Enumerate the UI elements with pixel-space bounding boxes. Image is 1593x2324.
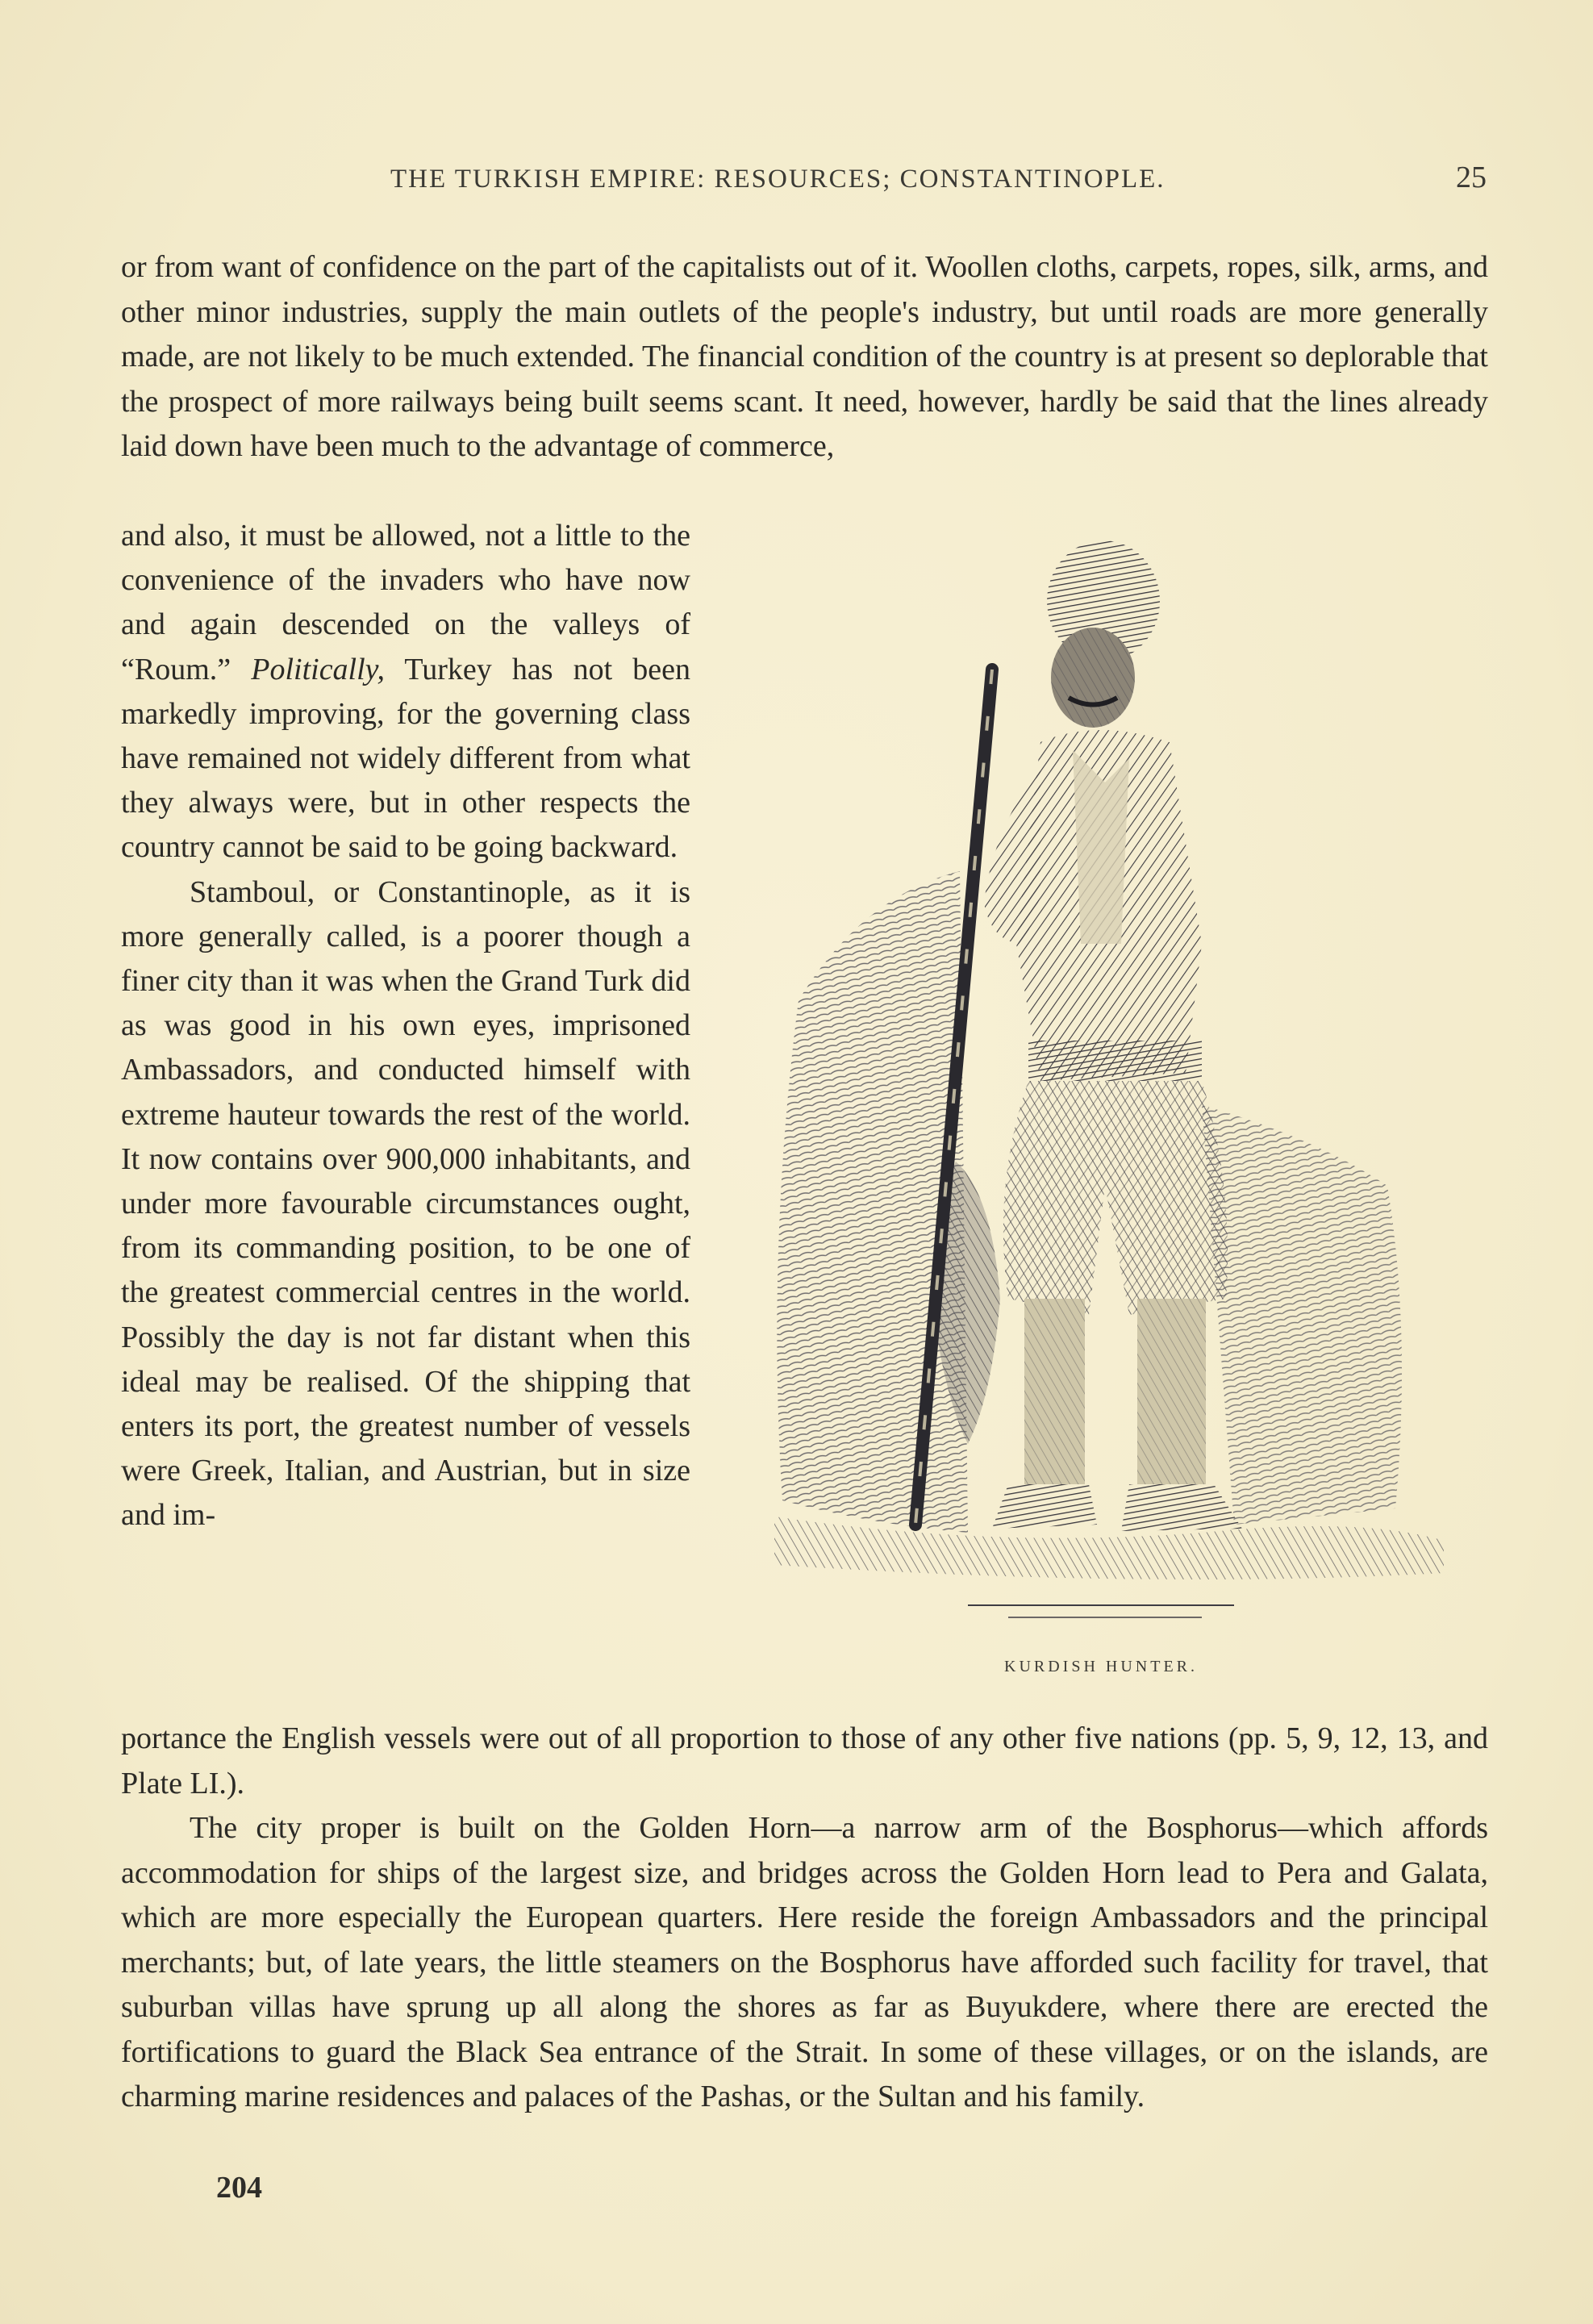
paragraph-bottom: [121, 1717, 1488, 2120]
paragraph-2: Stamboul, or Constantinople, as it is more generally called, is a poorer though a finer city than it was when the Grand Turk did as was good in his own eyes, imprisoned Ambassadors, and conducted himself with extreme hauteur towards the rest of the world. It now contains over 900,000 inhabitants, and under more favourable circumstances ought, from its commanding position, to be one of the greatest commercial centres in the world. Possibly the day is not far distant when this ideal may be realised. Of the shipping that enters its port, the greatest number of vessels were Greek, Italian, and Austrian, but in size and im-: [121, 874, 690, 1533]
left-column-text: [121, 514, 690, 1538]
paragraph-2-end: portance the English vessels were out of all proportion to those of any other five nations (pp. 5, 9, 12, 13, and Plate LI.).: [121, 1721, 1488, 1800]
paragraph-1-continued: [121, 514, 690, 870]
paragraph-1-col-b: Turkey has not been markedly improving, for the governing class have remained not widely different from what they always were, but in other respects the country cannot be said to be going backward.: [121, 652, 691, 865]
running-title: THE TURKISH EMPIRE: RESOURCES; CONSTANTINOPLE.: [390, 165, 1166, 194]
page-number: 25: [1456, 161, 1487, 194]
folio-number: 204: [216, 2171, 262, 2205]
kurdish-hunter-engraving: [750, 524, 1460, 1646]
figure-caption: KURDISH HUNTER.: [1004, 1658, 1198, 1675]
italic-politically: Politically,: [251, 652, 385, 686]
paragraph-1-col-a: and also, it must be allowed, not a little to the convenience of the invaders who have now and again descended on the valleys of “Roum.”: [121, 519, 690, 686]
paragraph-top: [121, 245, 1488, 469]
paragraph-3: The city proper is built on the Golden Horn—a narrow arm of the Bosphorus—which affords accommodation for ships of the largest size, and bridges across the Golden Horn lead to Pera and Galata, which are more especially the European quarters. Here reside the foreign Ambassadors and the principal merchants; but, of late years, the little steamers on the Bosphorus have afforded such facility for travel, that suburban villas have sprung up all along the shores as far as Buyukdere, where there are erected the fortifications to guard the Black Sea entrance of the Strait. In some of these villages, or on the islands, are charming marine residences and palaces of the Pashas, or the Sultan and his family.: [121, 1811, 1488, 2113]
paragraph-1-start: or from want of confidence on the part of the capitalists out of it. Woollen cloths, carpets, ropes, silk, arms, and other minor industries, supply the main outlets of the people's industry, but until roads are more generally made, are not likely to be much extended. The financial condition of the country is at present so deplorable that the prospect of more railways being built seems scant. It need, however, hardly be said that the lines already laid down have been much to the advantage of commerce,: [121, 250, 1488, 463]
